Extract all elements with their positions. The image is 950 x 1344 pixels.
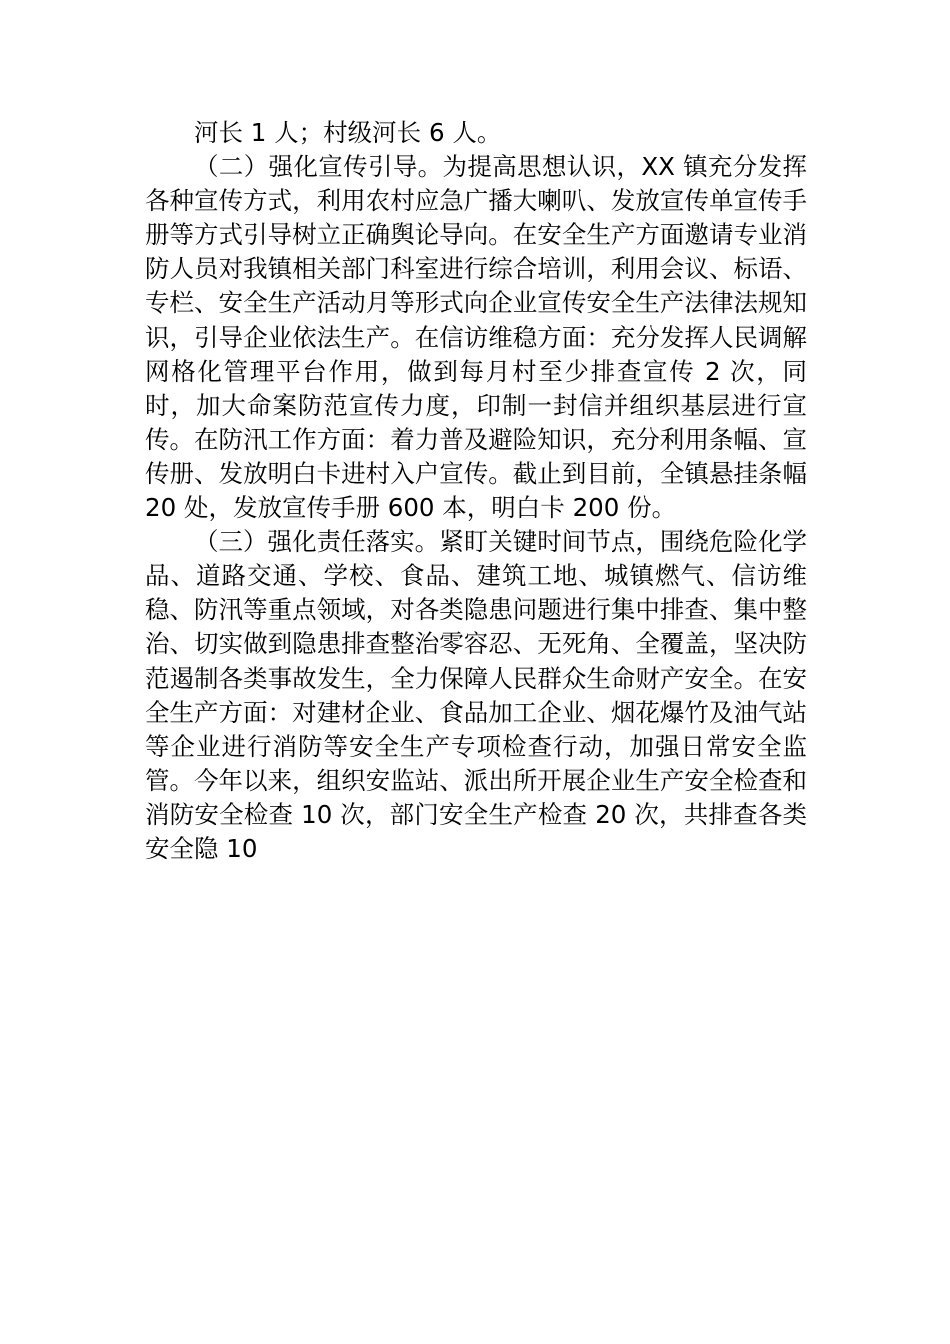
- paragraph-responsibility-implementation: （三）强化责任落实。紧盯关键时间节点，围绕危险化学品、道路交通、学校、食品、建筑工地、城镇燃气、信访维稳、防汛等重点领域，对各类隐患问题进行集中排查、集中整治、切实做到隐患排查整治零容忍、无死角、全覆盖，坚决防范遏制各类事故发生，全力保障人民群众生命财产安全。在安全生产方面：对建材企业、食品加工企业、烟花爆竹及油气站等企业进行消防等安全生产专项检查行动，加强日常安全监管。今年以来，组织安监站、派出所开展企业生产安全检查和消防安全检查 10 次，部门安全生产检查 20 次，共排查各类安全隐 10: [145, 527, 807, 863]
- paragraph-continuation: 河长 1 人；村级河长 6 人。: [194, 118, 502, 147]
- paragraph-publicity-guidance: （二）强化宣传引导。为提高思想认识，XX 镇充分发挥各种宣传方式，利用农村应急广播大喇叭、发放宣传单宣传手册等方式引导树立正确舆论导向。在安全生产方面邀请专业消防人员对我镇相关部门科室进行综合培训，利用会议、标语、专栏、安全生产活动月等形式向企业宣传安全生产法律法规知识，引导企业依法生产。在信访维稳方面：充分发挥人民调解网格化管理平台作用，做到每月村至少排查宣传 2 次，同时，加大命案防范宣传力度，印制一封信并组织基层进行宣传。在防汛工作方面：着力普及避险知识，充分利用条幅、宣传册、发放明白卡进村入户宣传。截止到目前，全镇悬挂条幅 20 处，发放宣传手册 600 本，明白卡 200 份。: [145, 152, 807, 523]
- document-body: [145, 116, 807, 866]
